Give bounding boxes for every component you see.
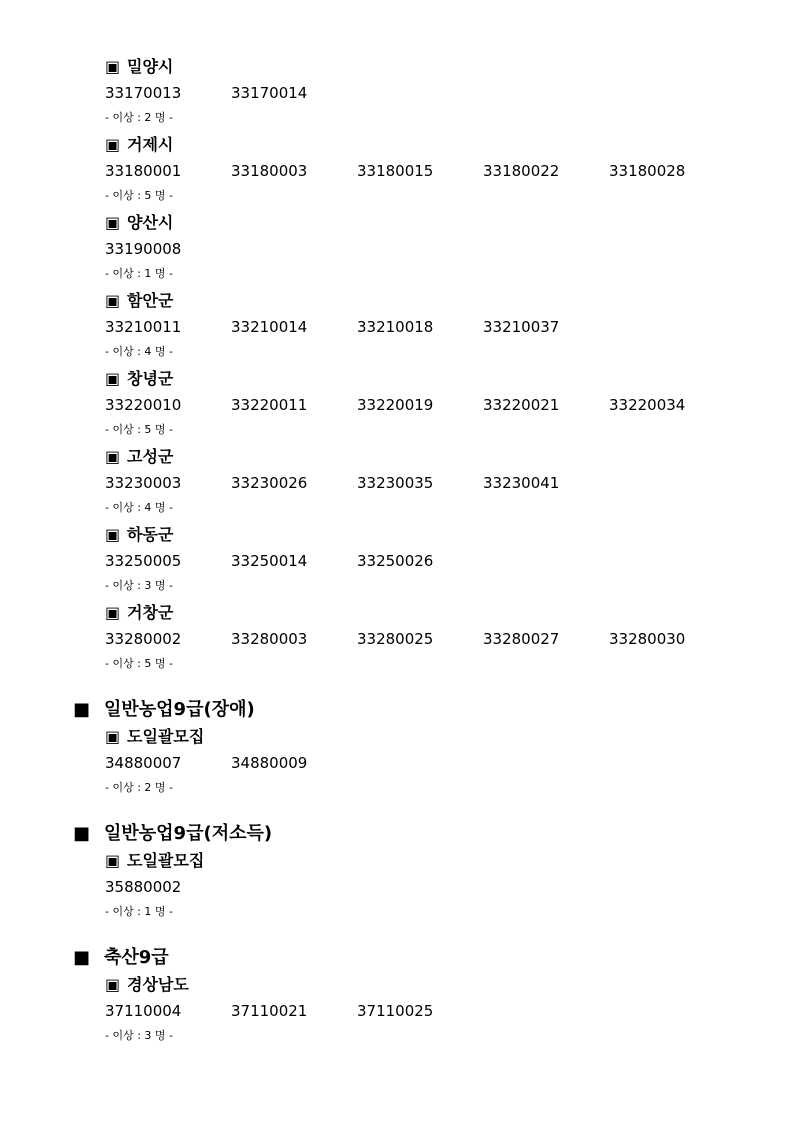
region-heading <box>105 850 204 872</box>
section-heading <box>73 822 272 846</box>
exam-number: 33220011 <box>231 396 308 414</box>
exam-number: 33220019 <box>357 396 434 414</box>
region-heading <box>105 974 189 996</box>
exam-number: 33180028 <box>609 162 686 180</box>
boxed-square-bullet-icon: ▣ <box>105 291 121 310</box>
exam-number: 33210037 <box>483 318 560 336</box>
region-heading <box>105 134 173 156</box>
exam-number: 34880009 <box>231 754 308 772</box>
region-name: 양산시 <box>127 213 174 232</box>
region-name: 경상남도 <box>127 975 189 994</box>
exam-number: 33210018 <box>357 318 434 336</box>
count-summary: - 이상 : 2 명 - <box>105 111 174 124</box>
exam-number: 33230003 <box>105 474 182 492</box>
region-name: 창녕군 <box>127 369 174 388</box>
region-heading <box>105 524 173 546</box>
region-name: 도일괄모집 <box>127 727 205 746</box>
region-heading <box>105 290 173 312</box>
count-summary: - 이상 : 4 명 - <box>105 501 174 514</box>
exam-number: 33280002 <box>105 630 182 648</box>
section-heading <box>73 946 169 970</box>
square-bullet-icon: ■ <box>73 823 91 844</box>
region-heading <box>105 368 173 390</box>
exam-number: 33220034 <box>609 396 686 414</box>
exam-number: 33250014 <box>231 552 308 570</box>
boxed-square-bullet-icon: ▣ <box>105 603 121 622</box>
exam-number: 33180001 <box>105 162 182 180</box>
exam-number: 33230041 <box>483 474 560 492</box>
boxed-square-bullet-icon: ▣ <box>105 57 121 76</box>
count-summary: - 이상 : 1 명 - <box>105 905 174 918</box>
region-heading <box>105 726 204 748</box>
region-heading <box>105 212 173 234</box>
square-bullet-icon: ■ <box>73 699 91 720</box>
exam-number: 35880002 <box>105 878 182 896</box>
exam-number: 33180003 <box>231 162 308 180</box>
section-title-text: 축산9급 <box>104 947 169 968</box>
boxed-square-bullet-icon: ▣ <box>105 447 121 466</box>
exam-number: 37110025 <box>357 1002 434 1020</box>
exam-number: 33180015 <box>357 162 434 180</box>
exam-number: 33280030 <box>609 630 686 648</box>
exam-number: 33280027 <box>483 630 560 648</box>
exam-number: 33250026 <box>357 552 434 570</box>
boxed-square-bullet-icon: ▣ <box>105 369 121 388</box>
count-summary: - 이상 : 5 명 - <box>105 189 174 202</box>
count-summary: - 이상 : 2 명 - <box>105 781 174 794</box>
exam-number: 37110004 <box>105 1002 182 1020</box>
exam-number: 33170014 <box>231 84 308 102</box>
exam-number: 33210014 <box>231 318 308 336</box>
exam-number: 33280025 <box>357 630 434 648</box>
boxed-square-bullet-icon: ▣ <box>105 975 121 994</box>
square-bullet-icon: ■ <box>73 947 91 968</box>
region-heading <box>105 602 173 624</box>
boxed-square-bullet-icon: ▣ <box>105 727 121 746</box>
exam-number: 33210011 <box>105 318 182 336</box>
region-heading <box>105 446 173 468</box>
count-summary: - 이상 : 3 명 - <box>105 579 174 592</box>
exam-number: 33250005 <box>105 552 182 570</box>
section-title-text: 일반농업9급(저소득) <box>104 823 273 844</box>
count-summary: - 이상 : 3 명 - <box>105 1029 174 1042</box>
region-heading <box>105 56 173 78</box>
exam-number: 33190008 <box>105 240 182 258</box>
count-summary: - 이상 : 5 명 - <box>105 423 174 436</box>
section-title-text: 일반농업9급(장애) <box>104 699 255 720</box>
region-name: 거창군 <box>127 603 174 622</box>
boxed-square-bullet-icon: ▣ <box>105 135 121 154</box>
region-name: 고성군 <box>127 447 174 466</box>
region-name: 하동군 <box>127 525 174 544</box>
count-summary: - 이상 : 5 명 - <box>105 657 174 670</box>
exam-number: 33170013 <box>105 84 182 102</box>
exam-number: 33280003 <box>231 630 308 648</box>
exam-number: 33230035 <box>357 474 434 492</box>
boxed-square-bullet-icon: ▣ <box>105 851 121 870</box>
count-summary: - 이상 : 4 명 - <box>105 345 174 358</box>
exam-number: 33220010 <box>105 396 182 414</box>
section-heading <box>73 698 255 722</box>
exam-number: 33230026 <box>231 474 308 492</box>
exam-number: 33220021 <box>483 396 560 414</box>
exam-number: 34880007 <box>105 754 182 772</box>
region-name: 거제시 <box>127 135 174 154</box>
exam-number: 33180022 <box>483 162 560 180</box>
boxed-square-bullet-icon: ▣ <box>105 525 121 544</box>
region-name: 밀양시 <box>127 57 174 76</box>
region-name: 함안군 <box>127 291 174 310</box>
exam-number: 37110021 <box>231 1002 308 1020</box>
region-name: 도일괄모집 <box>127 851 205 870</box>
count-summary: - 이상 : 1 명 - <box>105 267 174 280</box>
boxed-square-bullet-icon: ▣ <box>105 213 121 232</box>
